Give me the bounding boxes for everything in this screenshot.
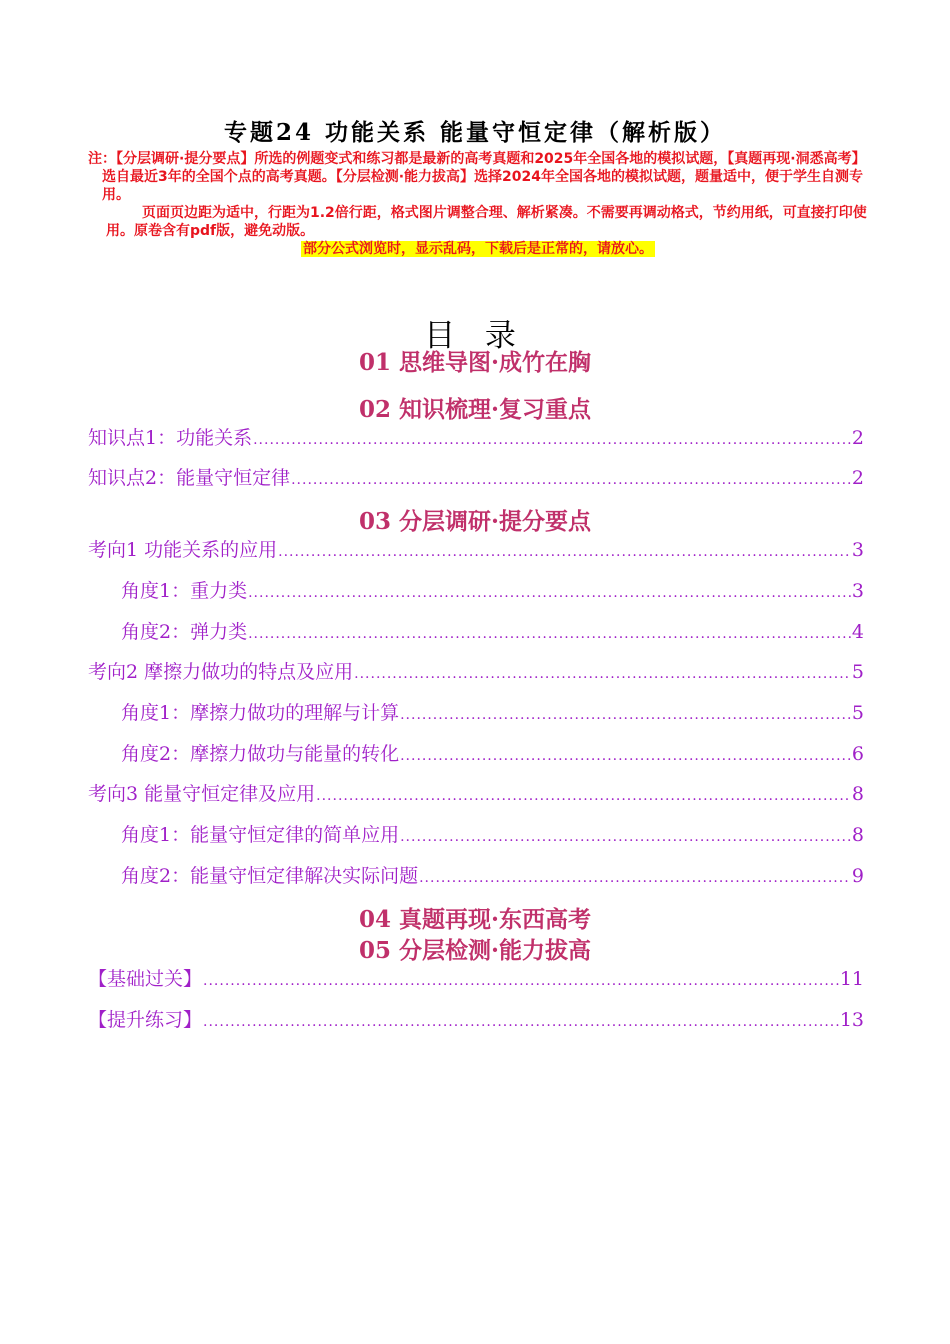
toc-entry-page: 4 [851,621,864,643]
toc-entry-direction-2[interactable] [88,657,864,683]
toc-entry-advanced[interactable] [88,1005,864,1031]
toc-dot-leader [354,666,851,682]
toc-entry-angle-3-1[interactable] [121,820,864,846]
toc-entry-label: 考向3 能量守恒定律及应用 [88,783,316,805]
toc-entry-direction-1[interactable] [88,535,864,561]
toc-entry-page: 2 [851,427,864,449]
note-highlight: 部分公式浏览时，显示乱码，下载后是正常的，请放心。 [303,241,653,257]
toc-dot-leader [253,432,851,448]
toc-entry-page: 3 [851,539,864,561]
toc-dot-leader [203,973,839,989]
toc-entry-label: 考向1 功能关系的应用 [88,539,278,561]
toc-entry-label: 【基础过关】 [88,968,203,990]
toc-entry-label: 考向2 摩擦力做功的特点及应用 [88,661,354,683]
toc-section-05[interactable]: 05 分层检测·能力拔高 [358,937,592,964]
note-paragraph-2: 页面页边距为适中，行距为1.2倍行距，格式图片调整合理、解析紧凑。不需要再调动格式，节约用纸，可直接打印使用。原卷含有pdf版，避免动版。 [106,205,867,239]
toc-entry-label: 角度2：摩擦力做功与能量的转化 [121,743,400,765]
toc-entry-page: 5 [851,702,864,724]
toc-entry-page: 9 [851,865,864,887]
toc-entry-page: 2 [851,467,864,489]
toc-entry-label: 知识点1：功能关系 [88,427,253,449]
toc-entry-knowledge-2[interactable] [88,463,864,489]
toc-entry-page: 8 [851,824,864,846]
toc-entry-page: 8 [851,783,864,805]
note-highlight-wrap [88,240,868,258]
toc-entry-page: 5 [851,661,864,683]
toc-entry-direction-3[interactable] [88,779,864,805]
toc-entry-basic[interactable] [88,964,864,990]
toc-entry-label: 角度1：摩擦力做功的理解与计算 [121,702,400,724]
toc-section-02[interactable]: 02 知识梳理·复习重点 [358,396,592,423]
toc-entry-label: 知识点2：能量守恒定律 [88,467,291,489]
note-paragraph-1: 注：【分层调研·提分要点】所选的例题变式和练习都是最新的高考真题和2025年全国各地的模拟试题，【真题再现·洞悉高考】选自最近3年的全国个点的高考真题。【分层检测·能力拔高】选择2024年全国各地的模拟试题，题量适中，便于学生自测专用。 [88,151,866,203]
toc-entry-knowledge-1[interactable] [88,423,864,449]
toc-entry-page: 11 [839,968,864,990]
document-title: 专题24 功能关系 能量守恒定律（解析版） [223,119,727,146]
toc-entry-label: 角度1：重力类 [121,580,248,602]
toc-entry-label: 角度1：能量守恒定律的简单应用 [121,824,400,846]
toc-dot-leader [400,707,851,723]
toc-entry-page: 3 [851,580,864,602]
toc-dot-leader [203,1014,839,1030]
toc-entry-angle-1-1[interactable] [121,576,864,602]
toc-dot-leader [248,585,851,601]
toc-entry-page: 6 [851,743,864,765]
toc-entry-label: 【提升练习】 [88,1009,203,1031]
toc-entry-angle-1-2[interactable] [121,617,864,643]
toc-dot-leader [291,472,851,488]
toc-dot-leader [278,544,851,560]
toc-entry-label: 角度2：能量守恒定律解决实际问题 [121,865,419,887]
note-block [88,150,868,258]
toc-entry-label: 角度2：弹力类 [121,621,248,643]
toc-section-01[interactable]: 01 思维导图·成竹在胸 [358,349,592,376]
toc-entry-angle-3-2[interactable] [121,861,864,887]
toc-heading: 目 录 [424,318,526,354]
toc-entry-angle-2-1[interactable] [121,698,864,724]
toc-dot-leader [316,788,851,804]
toc-entry-angle-2-2[interactable] [121,739,864,765]
toc-dot-leader [419,870,851,886]
toc-dot-leader [400,829,851,845]
toc-section-04[interactable]: 04 真题再现·东西高考 [358,906,592,933]
toc-section-03[interactable]: 03 分层调研·提分要点 [358,508,592,535]
toc-dot-leader [400,748,851,764]
toc-dot-leader [248,626,851,642]
toc-entry-page: 13 [839,1009,864,1031]
